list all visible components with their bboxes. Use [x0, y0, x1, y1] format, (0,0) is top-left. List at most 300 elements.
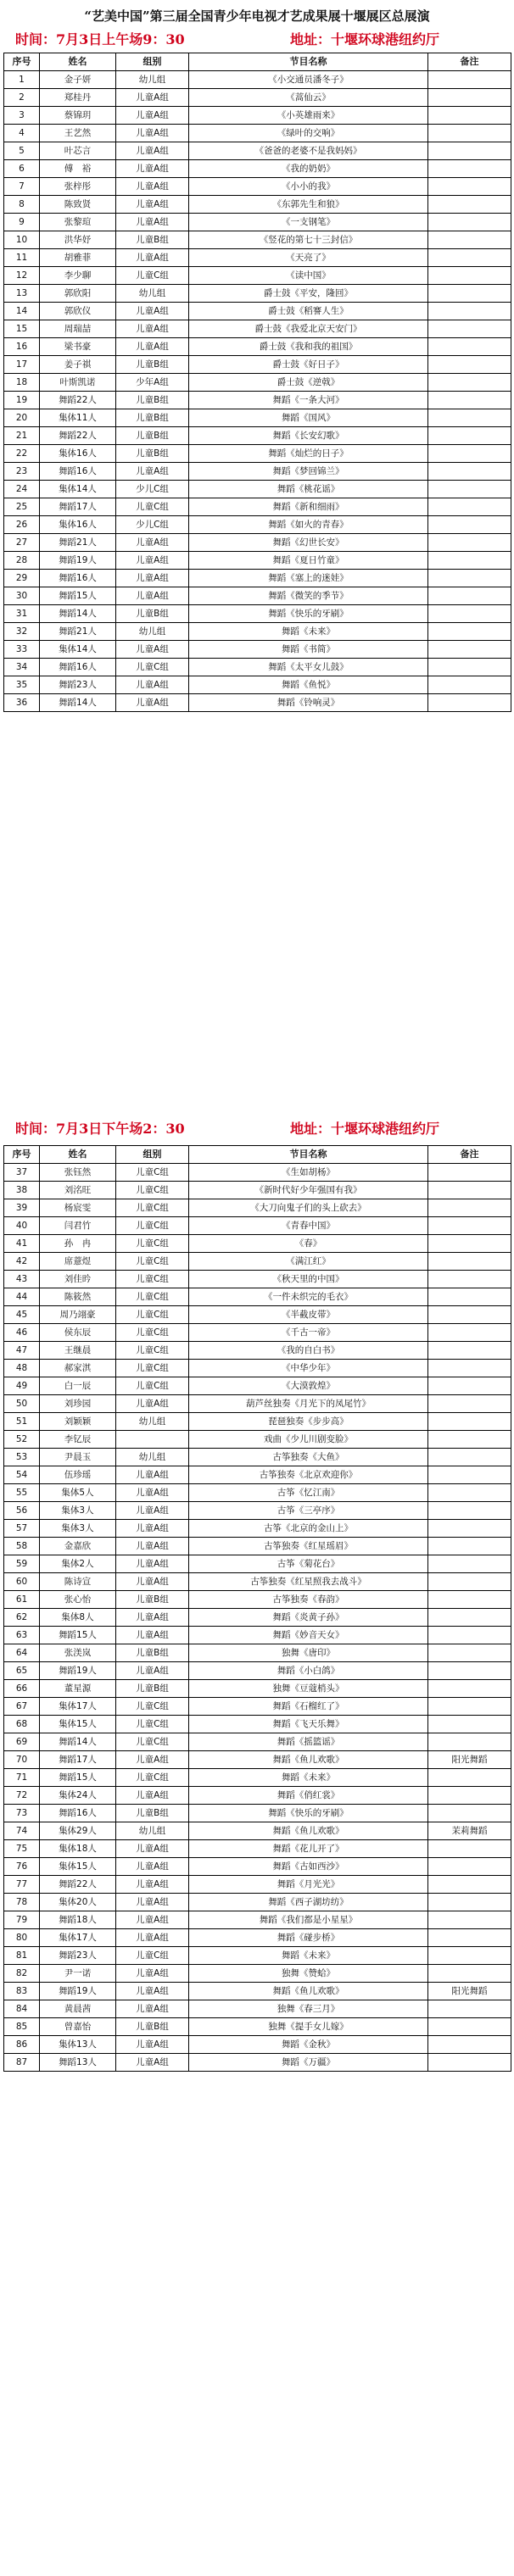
age-group: 儿童C组 [116, 1360, 189, 1377]
row-number: 86 [4, 2036, 40, 2054]
age-group: 儿童A组 [116, 570, 189, 587]
performer-name: 陈诗宣 [40, 1573, 116, 1591]
remark [428, 125, 511, 142]
age-group: 儿童C组 [116, 1324, 189, 1342]
performer-name: 舞蹈21人 [40, 534, 116, 552]
program-name: 独舞《豆蔻梢头》 [189, 1680, 428, 1698]
remark [428, 249, 511, 267]
remark [428, 427, 511, 445]
table-row [4, 125, 511, 142]
row-number: 21 [4, 427, 40, 445]
row-number: 73 [4, 1805, 40, 1822]
age-group: 儿童A组 [116, 1929, 189, 1947]
table-row [4, 196, 511, 214]
remark [428, 374, 511, 392]
table-row [4, 1520, 511, 1538]
remark [428, 231, 511, 249]
remark [428, 1235, 511, 1253]
remark [428, 1253, 511, 1271]
row-number: 55 [4, 1484, 40, 1502]
remark [428, 142, 511, 160]
table-row [4, 267, 511, 285]
program-name: 舞蹈《太平女儿鼓》 [189, 659, 428, 676]
remark [428, 1769, 511, 1787]
row-number: 64 [4, 1644, 40, 1662]
session-place: 地址：十堰环球港纽约厅 [290, 1121, 440, 1137]
table-row [4, 1662, 511, 1680]
remark [428, 1217, 511, 1235]
program-name: 《新时代好少年强国有我》 [189, 1182, 428, 1199]
table-row [4, 409, 511, 427]
row-number: 80 [4, 1929, 40, 1947]
program-name: 舞蹈《妙音天女》 [189, 1627, 428, 1644]
row-number: 65 [4, 1662, 40, 1680]
remark [428, 1805, 511, 1822]
program-name: 古筝独奏《红星瑶眉》 [189, 1538, 428, 1555]
program-name: 《一件未织完的毛衣》 [189, 1288, 428, 1306]
program-name: 舞蹈《飞天乐舞》 [189, 1716, 428, 1733]
row-number: 9 [4, 214, 40, 231]
program-name: 独舞《赞蛤》 [189, 1965, 428, 1983]
table-row [4, 338, 511, 356]
table-row [4, 1644, 511, 1662]
table-row [4, 445, 511, 463]
remark [428, 1199, 511, 1217]
age-group: 少年A组 [116, 374, 189, 392]
remark [428, 1609, 511, 1627]
performer-name: 舞蹈16人 [40, 1805, 116, 1822]
table-row [4, 1876, 511, 1894]
age-group: 儿童C组 [116, 267, 189, 285]
table-row [4, 1288, 511, 1306]
table-header-row [4, 53, 511, 71]
program-name: 《我的自白书》 [189, 1342, 428, 1360]
remark [428, 570, 511, 587]
performer-name: 舞蹈23人 [40, 1947, 116, 1965]
remark [428, 498, 511, 516]
program-name: 《春》 [189, 1235, 428, 1253]
remark [428, 1573, 511, 1591]
remark [428, 1840, 511, 1858]
program-name: 古筝《菊花台》 [189, 1555, 428, 1573]
row-number: 58 [4, 1538, 40, 1555]
program-name: 《大漠敦煌》 [189, 1377, 428, 1395]
performer-name: 舞蹈15人 [40, 1769, 116, 1787]
program-name: 戏曲《少儿川剧变脸》 [189, 1431, 428, 1449]
program-name: 古筝《三亭序》 [189, 1502, 428, 1520]
program-name: 舞蹈《未来》 [189, 1947, 428, 1965]
age-group: 儿童A组 [116, 2036, 189, 2054]
table-row [4, 89, 511, 107]
age-group: 幼儿组 [116, 1822, 189, 1840]
performer-name: 舞蹈15人 [40, 1627, 116, 1644]
performer-name: 舞蹈14人 [40, 605, 116, 623]
remark [428, 605, 511, 623]
remark [428, 2054, 511, 2072]
program-name: 《千古一帝》 [189, 1324, 428, 1342]
table-row [4, 1324, 511, 1342]
performer-name: 郑桂丹 [40, 89, 116, 107]
table-row [4, 231, 511, 249]
performer-name: 舞蹈13人 [40, 2054, 116, 2072]
remark [428, 1662, 511, 1680]
table-row [4, 2000, 511, 2018]
table-row [4, 178, 511, 196]
table-row [4, 1983, 511, 2000]
performer-name: 曾嘉怡 [40, 2018, 116, 2036]
age-group: 儿童A组 [116, 178, 189, 196]
program-name: 舞蹈《一条大河》 [189, 392, 428, 409]
remark [428, 338, 511, 356]
program-name: 《爸爸的老婆不是我妈妈》 [189, 142, 428, 160]
program-name: 舞蹈《灿烂的日子》 [189, 445, 428, 463]
row-number: 71 [4, 1769, 40, 1787]
document-title: “艺美中国”第三届全国青少年电视才艺成果展十堰展区总展演 [84, 8, 430, 24]
program-name: 舞蹈《快乐的牙刷》 [189, 1805, 428, 1822]
remark [428, 1306, 511, 1324]
remark [428, 587, 511, 605]
table-row [4, 587, 511, 605]
remark [428, 1680, 511, 1698]
column-header-name: 姓名 [40, 1146, 116, 1164]
performer-name: 舞蹈14人 [40, 1733, 116, 1751]
program-name: 古筝独奏《春韵》 [189, 1591, 428, 1609]
performer-name: 郝家淇 [40, 1360, 116, 1377]
remark [428, 1466, 511, 1484]
row-number: 66 [4, 1680, 40, 1698]
program-name: 舞蹈《石榴红了》 [189, 1698, 428, 1716]
age-group: 儿童C组 [116, 1199, 189, 1217]
program-name: 舞蹈《鱼儿欢歌》 [189, 1751, 428, 1769]
performer-name: 集体3人 [40, 1520, 116, 1538]
row-number: 5 [4, 142, 40, 160]
program-name: 《东郭先生和狼》 [189, 196, 428, 214]
row-number: 33 [4, 641, 40, 659]
table-row [4, 1858, 511, 1876]
performer-name: 梁书豪 [40, 338, 116, 356]
performer-name: 周瑞喆 [40, 320, 116, 338]
performer-name: 集体20人 [40, 1894, 116, 1911]
row-number: 40 [4, 1217, 40, 1235]
age-group: 儿童B组 [116, 392, 189, 409]
age-group: 儿童A组 [116, 1983, 189, 2000]
age-group: 儿童A组 [116, 694, 189, 712]
table-row [4, 605, 511, 623]
performer-name: 集体18人 [40, 1840, 116, 1858]
remark [428, 1413, 511, 1431]
age-group: 幼儿组 [116, 623, 189, 641]
age-group: 儿童A组 [116, 1395, 189, 1413]
age-group: 儿童A组 [116, 1484, 189, 1502]
remark [428, 445, 511, 463]
performer-name: 集体8人 [40, 1609, 116, 1627]
row-number: 25 [4, 498, 40, 516]
age-group: 儿童A组 [116, 1751, 189, 1769]
program-name: 《满江红》 [189, 1253, 428, 1271]
row-number: 30 [4, 587, 40, 605]
table-row [4, 1805, 511, 1822]
program-name: 舞蹈《花儿开了》 [189, 1840, 428, 1858]
performer-name: 傅 裕 [40, 160, 116, 178]
remark [428, 463, 511, 481]
program-name: 独舞《春三月》 [189, 2000, 428, 2018]
age-group: 儿童B组 [116, 1680, 189, 1698]
program-name: 《秋天里的中国》 [189, 1271, 428, 1288]
performer-name: 集体13人 [40, 2036, 116, 2054]
performer-name: 周乃翊豪 [40, 1306, 116, 1324]
row-number: 12 [4, 267, 40, 285]
age-group: 儿童C组 [116, 1769, 189, 1787]
age-group: 儿童A组 [116, 1520, 189, 1538]
remark [428, 1787, 511, 1805]
remark [428, 267, 511, 285]
table-row [4, 1306, 511, 1324]
program-name: 舞蹈《我们都是小星星》 [189, 1911, 428, 1929]
row-number: 60 [4, 1573, 40, 1591]
remark [428, 1288, 511, 1306]
table-row [4, 1716, 511, 1733]
performer-name: 舞蹈15人 [40, 587, 116, 605]
performer-name: 张心怡 [40, 1591, 116, 1609]
program-name: 爵士鼓《稻謇人生》 [189, 303, 428, 320]
age-group: 儿童A组 [116, 1573, 189, 1591]
performer-name: 胡雅菲 [40, 249, 116, 267]
table-row [4, 1822, 511, 1840]
row-number: 37 [4, 1164, 40, 1182]
row-number: 41 [4, 1235, 40, 1253]
table-row [4, 498, 511, 516]
performer-name: 舞蹈16人 [40, 659, 116, 676]
age-group: 儿童B组 [116, 605, 189, 623]
age-group: 儿童C组 [116, 1217, 189, 1235]
row-number: 27 [4, 534, 40, 552]
table-row [4, 1894, 511, 1911]
age-group: 儿童A组 [116, 1627, 189, 1644]
age-group: 儿童A组 [116, 1662, 189, 1680]
row-number: 47 [4, 1342, 40, 1360]
row-number: 72 [4, 1787, 40, 1805]
remark [428, 285, 511, 303]
row-number: 51 [4, 1413, 40, 1431]
program-name: 舞蹈《西子湖坊纺》 [189, 1894, 428, 1911]
row-number: 63 [4, 1627, 40, 1644]
table-row [4, 142, 511, 160]
table-row [4, 1787, 511, 1805]
row-number: 7 [4, 178, 40, 196]
table-row [4, 285, 511, 303]
age-group: 儿童C组 [116, 1182, 189, 1199]
program-name: 舞蹈《如火的青春》 [189, 516, 428, 534]
performer-name: 黄晨茜 [40, 2000, 116, 2018]
remark [428, 1929, 511, 1947]
performer-name: 集体2人 [40, 1555, 116, 1573]
performer-name: 杨宸雯 [40, 1199, 116, 1217]
remark [428, 303, 511, 320]
row-number: 23 [4, 463, 40, 481]
row-number: 50 [4, 1395, 40, 1413]
performer-name: 叶斯凯诺 [40, 374, 116, 392]
remark [428, 1591, 511, 1609]
age-group: 儿童B组 [116, 445, 189, 463]
table-row [4, 2036, 511, 2054]
column-header-program: 节目名称 [189, 53, 428, 71]
age-group: 儿童A组 [116, 641, 189, 659]
age-group: 儿童C组 [116, 498, 189, 516]
program-name: 舞蹈《未来》 [189, 1769, 428, 1787]
program-name: 《一支钢笔》 [189, 214, 428, 231]
table-row [4, 214, 511, 231]
row-number: 84 [4, 2000, 40, 2018]
remark [428, 1894, 511, 1911]
row-number: 48 [4, 1360, 40, 1377]
age-group: 儿童A组 [116, 160, 189, 178]
age-group: 儿童B组 [116, 427, 189, 445]
column-header-note: 备注 [428, 53, 511, 71]
age-group: 儿童C组 [116, 659, 189, 676]
program-name: 舞蹈《鱼儿欢歌》 [189, 1983, 428, 2000]
row-number: 70 [4, 1751, 40, 1769]
performer-name: 集体11人 [40, 409, 116, 427]
age-group: 幼儿组 [116, 285, 189, 303]
age-group: 儿童A组 [116, 1787, 189, 1805]
table-row [4, 2054, 511, 2072]
table-header-row [4, 1146, 511, 1164]
remark [428, 71, 511, 89]
table-row [4, 1449, 511, 1466]
row-number: 10 [4, 231, 40, 249]
remark [428, 1484, 511, 1502]
program-name: 《绿叶的交响》 [189, 125, 428, 142]
row-number: 2 [4, 89, 40, 107]
performer-name: 王继晨 [40, 1342, 116, 1360]
performer-name: 张梓彤 [40, 178, 116, 196]
age-group: 少儿C组 [116, 481, 189, 498]
performer-name: 陈筱然 [40, 1288, 116, 1306]
performer-name: 舞蹈18人 [40, 1911, 116, 1929]
performer-name: 舞蹈19人 [40, 1983, 116, 2000]
table-row [4, 1342, 511, 1360]
table-row [4, 481, 511, 498]
performer-name: 郭欣仪 [40, 303, 116, 320]
column-header-no: 序号 [4, 53, 40, 71]
row-number: 39 [4, 1199, 40, 1217]
age-group: 儿童C组 [116, 1164, 189, 1182]
performer-name: 叶芯言 [40, 142, 116, 160]
remark [428, 676, 511, 694]
row-number: 54 [4, 1466, 40, 1484]
performer-name: 洪华妤 [40, 231, 116, 249]
performer-name: 舞蹈16人 [40, 570, 116, 587]
row-number: 36 [4, 694, 40, 712]
performer-name: 姜子祺 [40, 356, 116, 374]
performer-name: 集体17人 [40, 1698, 116, 1716]
performer-name: 陈致贤 [40, 196, 116, 214]
program-name: 舞蹈《小白鸽》 [189, 1662, 428, 1680]
performer-name: 郭欣阳 [40, 285, 116, 303]
program-name: 独舞《唐印》 [189, 1644, 428, 1662]
row-number: 20 [4, 409, 40, 427]
program-name: 舞蹈《炎黄子孙》 [189, 1609, 428, 1627]
table-row [4, 1484, 511, 1502]
program-name: 《我的奶奶》 [189, 160, 428, 178]
performer-name: 刘洺旺 [40, 1182, 116, 1199]
performer-name: 舞蹈22人 [40, 427, 116, 445]
row-number: 22 [4, 445, 40, 463]
age-group: 少儿C组 [116, 516, 189, 534]
table-row [4, 1929, 511, 1947]
row-number: 69 [4, 1733, 40, 1751]
program-name: 《半截皮带》 [189, 1306, 428, 1324]
row-number: 31 [4, 605, 40, 623]
remark [428, 1520, 511, 1538]
performer-name: 刘珍园 [40, 1395, 116, 1413]
remark [428, 641, 511, 659]
row-number: 38 [4, 1182, 40, 1199]
age-group: 幼儿组 [116, 1413, 189, 1431]
remark [428, 320, 511, 338]
age-group: 儿童C组 [116, 1947, 189, 1965]
performer-name: 集体24人 [40, 1787, 116, 1805]
performer-name: 伍珍瑶 [40, 1466, 116, 1484]
table-row [4, 374, 511, 392]
program-name: 舞蹈《古如西沙》 [189, 1858, 428, 1876]
row-number: 45 [4, 1306, 40, 1324]
age-group: 儿童C组 [116, 1288, 189, 1306]
program-name: 古筝《北京的金山上》 [189, 1520, 428, 1538]
program-name: 舞蹈《微笑的季节》 [189, 587, 428, 605]
row-number: 24 [4, 481, 40, 498]
age-group: 儿童A组 [116, 303, 189, 320]
table-row [4, 303, 511, 320]
remark [428, 392, 511, 409]
table-row [4, 320, 511, 338]
row-number: 67 [4, 1698, 40, 1716]
remark [428, 1698, 511, 1716]
table-row [4, 1271, 511, 1288]
table-row [4, 1591, 511, 1609]
row-number: 34 [4, 659, 40, 676]
program-name: 舞蹈《鱼悦》 [189, 676, 428, 694]
performer-name: 席薏煜 [40, 1253, 116, 1271]
table-row [4, 1502, 511, 1520]
age-group: 儿童A组 [116, 107, 189, 125]
table-row [4, 1627, 511, 1644]
session-time: 时间：7月3日上午场9：30 [15, 31, 185, 47]
row-number: 19 [4, 392, 40, 409]
table-row [4, 1199, 511, 1217]
table-row [4, 676, 511, 694]
age-group: 儿童C组 [116, 1342, 189, 1360]
performer-name: 白一辰 [40, 1377, 116, 1395]
remark [428, 1182, 511, 1199]
remark: 阳光舞蹈 [428, 1983, 511, 2000]
remark [428, 2036, 511, 2054]
program-name: 古筝独奏《大鱼》 [189, 1449, 428, 1466]
table-row [4, 641, 511, 659]
remark [428, 1395, 511, 1413]
program-name: 舞蹈《幻世长安》 [189, 534, 428, 552]
program-name: 爵士鼓《平安，隆回》 [189, 285, 428, 303]
remark [428, 694, 511, 712]
row-number: 42 [4, 1253, 40, 1271]
program-name: 古筝《忆江南》 [189, 1484, 428, 1502]
session-time: 时间：7月3日下午场2：30 [15, 1121, 185, 1137]
program-name: 《蒿仙云》 [189, 89, 428, 107]
row-number: 85 [4, 2018, 40, 2036]
row-number: 68 [4, 1716, 40, 1733]
performer-name: 集体15人 [40, 1858, 116, 1876]
row-number: 11 [4, 249, 40, 267]
